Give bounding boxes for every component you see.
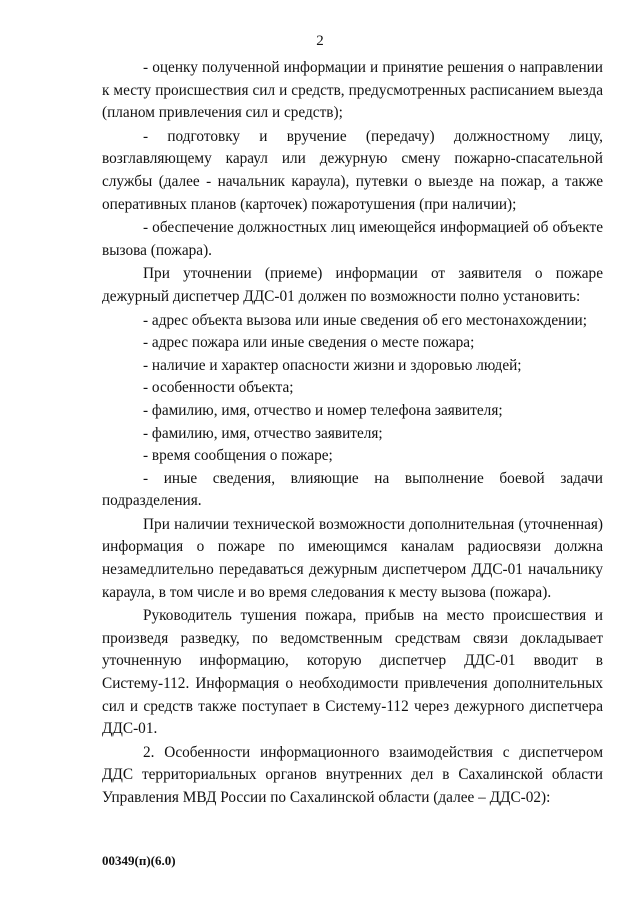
paragraph: При наличии технической возможности дополнительная (уточненная) информация о пожаре по имеющимся каналам радиосвязи должна незамедлительно передаваться дежурным диспетчером ДДС-01 начальнику караула, в том числе и во время следования к месту вызова (пожара). [102,515,603,601]
paragraph: - подготовку и вручение (передачу) должностному лицу, возглавляющему караул или дежурную смену пожарно-спасательной службы (далее - начальник караула), путевки о выезде на пожар, а также оперативных планов (карточек) пожаротушения (при наличии); [102,127,603,213]
paragraph: 2. Особенности информационного взаимодействия с диспетчером ДДС территориальных органов внутренних дел в Сахалинской области Управления МВД России по Сахалинской области (далее – ДДС-02): [102,743,603,806]
list-item: - время сообщения о пожаре; [143,447,333,465]
footer-code: 00349(п)(6.0) [102,853,176,868]
list-item: - особенности объекта; [143,379,294,397]
list-item: - адрес пожара или иные сведения о месте пожара; [143,334,475,352]
paragraph: При уточнении (приеме) информации от заявителя о пожаре дежурный диспетчер ДДС-01 должен по возможности полно установить: [102,265,603,305]
list-item: - наличие и характер опасности жизни и здоровью людей; [143,356,522,374]
list-item: - иные сведения, влияющие на выполнение боевой задачи подразделения. [102,469,603,510]
page-number: 2 [316,33,324,49]
list-item: - фамилию, имя, отчество и номер телефона заявителя; [143,401,503,419]
list-item: - фамилию, имя, отчество заявителя; [143,424,383,442]
paragraph: - обеспечение должностных лиц имеющейся информацией об объекте вызова (пожара). [102,219,603,259]
list-item: - адрес объекта вызова или иные сведения об его местонахождении; [143,311,587,329]
paragraph: Руководитель тушения пожара, прибыв на место происшествия и произведя разведку, по ведомственным средствам связи докладывает уточненную информацию, которую диспетчер ДДС-01 вводит в Систему-112. Информация о необходимости привлечения дополнительных сил и средств также поступает в Систему-112 через дежурного диспетчера ДДС-01. [102,607,603,738]
document-body [102,57,603,810]
paragraph: - оценку полученной информации и принятие решения о направлении к месту происшествия сил и средств, предусмотренных расписанием выезда (планом привлечения сил и средств); [102,59,603,122]
